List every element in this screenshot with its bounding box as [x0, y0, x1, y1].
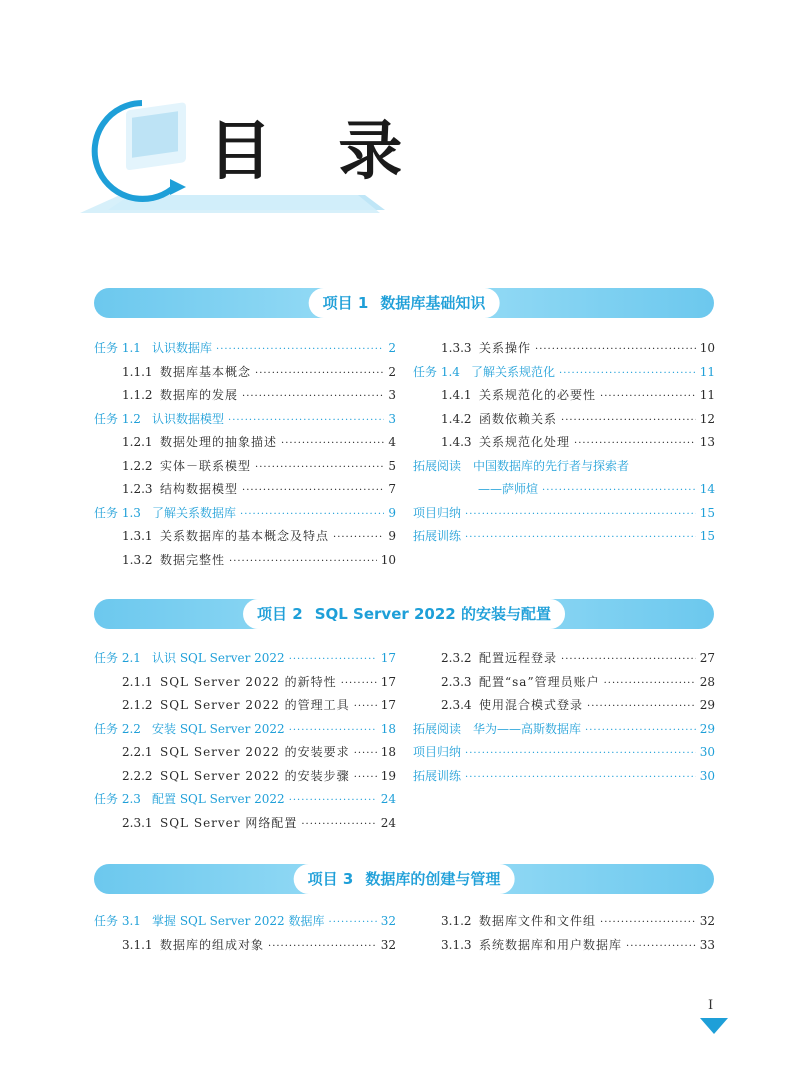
toc-entry-title: ——萨师煊 [478, 482, 539, 496]
toc-entry-number: 任务 2.3 [94, 792, 141, 806]
toc-column [413, 337, 715, 549]
section-banner-1 [94, 288, 714, 318]
dot-leader [289, 789, 377, 813]
toc-entry-number: 1.1.2 [122, 388, 153, 402]
toc-task-entry[interactable] [94, 408, 396, 432]
dot-leader [268, 935, 377, 959]
toc-entry-title: 项目归纳 [413, 745, 462, 759]
dot-leader [289, 648, 377, 672]
toc-entry-number: 1.4.2 [441, 411, 472, 426]
toc-task-entry[interactable] [94, 788, 396, 812]
toc-entry-title: 拓展阅读 中国数据库的先行者与探索者 [413, 458, 630, 473]
toc-entry-title: 数据处理的抽象描述 [160, 435, 278, 449]
toc-entry-page: 12 [699, 411, 715, 426]
toc-entry-title: SQL Server 2022 的安装步骤 [160, 768, 350, 783]
dot-leader [281, 432, 384, 456]
toc-entry-title: SQL Server 2022 的管理工具 [160, 698, 350, 712]
toc-entry-title: 拓展训练 [413, 529, 462, 543]
toc-entry-page: 15 [699, 505, 715, 520]
toc-entry-title: 了解关系数据库 [152, 505, 237, 520]
toc-entry-title: 结构数据模型 [160, 482, 239, 496]
toc-entry-page: 10 [699, 341, 715, 355]
toc-entry-number: 1.1.1 [122, 364, 153, 379]
toc-entry-title: 关系规范化的必要性 [479, 388, 597, 402]
toc-entry[interactable] [413, 502, 715, 526]
section-banner-3 [94, 864, 714, 894]
toc-entry-title: 认识数据模型 [152, 411, 225, 426]
dot-leader [542, 479, 696, 503]
toc-entry-number: 1.3.1 [122, 529, 153, 543]
toc-subsection-entry[interactable] [94, 671, 396, 695]
toc-subsection-entry[interactable] [94, 455, 396, 479]
toc-subsection-entry[interactable] [94, 694, 396, 718]
toc-subsection-entry[interactable] [413, 694, 715, 718]
section-title-2: 项目 2 SQL Server 2022 的安装与配置 [243, 599, 565, 629]
toc-entry-page: 11 [699, 364, 715, 379]
toc-subsection-entry[interactable] [94, 478, 396, 502]
toc-entry[interactable] [413, 765, 715, 789]
toc-entry-number: 2.2.1 [122, 745, 153, 759]
dot-leader [255, 456, 384, 480]
toc-entry-number: 任务 3.1 [94, 914, 141, 928]
toc-entry-title: SQL Server 2022 的新特性 [160, 674, 337, 689]
toc-entry-number: 2.1.2 [122, 698, 153, 712]
toc-entry-number: 2.3.2 [441, 651, 472, 665]
dot-leader [289, 719, 377, 743]
page-title: 目 录 [208, 115, 425, 189]
page-number: I [708, 998, 714, 1013]
toc-entry-title: 项目归纳 [413, 505, 462, 520]
toc-subsection-entry[interactable] [413, 671, 715, 695]
toc-entry-page: 29 [699, 721, 715, 736]
toc-entry-title: 认识数据库 [152, 341, 213, 355]
toc-subsection-entry[interactable] [94, 361, 396, 385]
dot-leader [600, 385, 696, 409]
dot-leader [329, 911, 377, 935]
toc-entry-page: 18 [380, 745, 396, 759]
toc-entry-title: 使用混合模式登录 [479, 698, 584, 712]
toc-entry-number: 1.2.2 [122, 458, 153, 473]
toc-subsection-entry[interactable] [94, 812, 396, 836]
toc-entry-number: 任务 1.3 [94, 505, 141, 520]
toc-entry-page: 30 [699, 768, 715, 783]
toc-entry-number: 1.2.1 [122, 435, 153, 449]
toc-subsection-entry[interactable] [94, 741, 396, 765]
dot-leader [574, 432, 696, 456]
toc-subsection-entry[interactable] [413, 934, 715, 958]
toc-entry-page: 9 [388, 505, 396, 520]
toc-entry-page: 15 [699, 529, 715, 543]
toc-column [413, 910, 715, 957]
toc-entry-page: 5 [388, 458, 396, 473]
dot-leader [341, 672, 377, 696]
dot-leader [354, 695, 377, 719]
toc-entry-title: 数据库文件和文件组 [479, 914, 597, 928]
toc-entry-title: 数据库的发展 [160, 388, 239, 402]
toc-entry-number: 3.1.3 [441, 937, 472, 952]
dot-leader [465, 503, 696, 527]
toc-entry[interactable] [413, 478, 715, 502]
dot-leader [465, 526, 696, 550]
toc-entry-page: 29 [699, 698, 715, 712]
toc-entry-page: 3 [388, 388, 396, 402]
dot-leader [242, 479, 384, 503]
toc-entry-page: 32 [380, 937, 396, 952]
toc-task-entry[interactable] [94, 910, 396, 934]
toc-entry-page: 3 [388, 411, 396, 426]
toc-task-entry[interactable] [413, 361, 715, 385]
toc-entry-page: 24 [380, 815, 396, 830]
toc-task-entry[interactable] [94, 337, 396, 361]
toc-column [413, 647, 715, 788]
toc-entry-title: 系统数据库和用户数据库 [479, 937, 623, 952]
dot-leader [229, 550, 377, 574]
toc-subsection-entry[interactable] [94, 549, 396, 573]
section-title-1: 项目 1 数据库基础知识 [309, 288, 500, 318]
toc-subsection-entry[interactable] [94, 384, 396, 408]
toc-entry-page: 30 [699, 745, 715, 759]
toc-entry-title: 数据库基本概念 [160, 364, 252, 379]
toc-entry-title: 配置远程登录 [479, 651, 558, 665]
toc-entry-title: 拓展训练 [413, 768, 462, 783]
toc-entry-number: 2.3.3 [441, 674, 472, 689]
toc-entry-page: 2 [388, 364, 396, 379]
toc-entry-page: 7 [388, 482, 396, 496]
toc-entry[interactable] [413, 525, 715, 549]
toc-entry-number: 任务 1.1 [94, 341, 141, 355]
toc-entry-number: 2.2.2 [122, 768, 153, 783]
toc-entry-number: 3.1.2 [441, 914, 472, 928]
toc-subsection-entry[interactable] [413, 337, 715, 361]
toc-subsection-entry[interactable] [413, 408, 715, 432]
toc-entry-page: 32 [699, 914, 715, 928]
toc-entry-page: 28 [699, 674, 715, 689]
dot-leader [465, 766, 696, 790]
toc-entry-number: 任务 1.4 [413, 364, 460, 379]
dot-leader [587, 695, 696, 719]
toc-entry-page: 33 [699, 937, 715, 952]
toc-entry-page: 19 [380, 768, 396, 783]
toc-entry-page: 4 [388, 435, 396, 449]
dot-leader [216, 338, 384, 362]
toc-entry-page: 17 [380, 698, 396, 712]
toc-entry-number: 1.3.3 [441, 341, 472, 355]
toc-column [94, 910, 396, 957]
toc-entry-title: 关系操作 [479, 341, 532, 355]
toc-entry-page: 18 [380, 721, 396, 736]
toc-column [94, 337, 396, 572]
toc-entry-number: 2.1.1 [122, 674, 153, 689]
toc-entry-title: 掌握 SQL Server 2022 数据库 [152, 914, 325, 928]
toc-entry-number: 1.4.1 [441, 388, 472, 402]
toc-task-entry[interactable] [94, 718, 396, 742]
toc-entry-page: 10 [380, 552, 396, 567]
toc-subsection-entry[interactable] [94, 431, 396, 455]
toc-entry-title: SQL Server 2022 的安装要求 [160, 745, 350, 759]
dot-leader [561, 648, 696, 672]
dot-leader [333, 526, 384, 550]
toc-entry-page: 17 [380, 674, 396, 689]
dot-leader [255, 362, 384, 386]
toc-entry[interactable] [413, 455, 715, 479]
toc-subsection-entry[interactable] [413, 431, 715, 455]
toc-entry-number: 任务 1.2 [94, 411, 141, 426]
toc-entry-number: 2.3.1 [122, 815, 153, 830]
toc-entry-page: 27 [699, 651, 715, 665]
dot-leader [354, 766, 377, 790]
toc-column [94, 647, 396, 835]
toc-entry-title: 了解关系规范化 [471, 364, 556, 379]
toc-entry-page: 17 [380, 651, 396, 665]
toc-entry-title: 配置“sa”管理员账户 [479, 674, 600, 689]
dot-leader [559, 362, 696, 386]
toc-subsection-entry[interactable] [413, 647, 715, 671]
toc-entry-number: 1.4.3 [441, 435, 472, 449]
toc-entry-number: 3.1.1 [122, 937, 153, 952]
dot-leader [354, 742, 377, 766]
toc-entry[interactable] [413, 718, 715, 742]
dot-leader [585, 719, 696, 743]
toc-entry-number: 1.2.3 [122, 482, 153, 496]
toc-entry-title: 认识 SQL Server 2022 [152, 651, 285, 665]
dot-leader [240, 503, 384, 527]
toc-entry-number: 任务 2.1 [94, 651, 141, 665]
toc-entry-page: 32 [380, 914, 396, 928]
toc-entry-title: 实体－联系模型 [160, 458, 252, 473]
dot-leader [228, 409, 384, 433]
toc-entry-title: 拓展阅读 华为——高斯数据库 [413, 721, 582, 736]
toc-entry-number: 1.3.2 [122, 552, 153, 567]
section-banner-2 [94, 599, 714, 629]
dot-leader [626, 935, 696, 959]
toc-entry-title: 安装 SQL Server 2022 [152, 721, 285, 736]
dot-leader [600, 911, 696, 935]
toc-subsection-entry[interactable] [94, 765, 396, 789]
toc-entry-title: 数据完整性 [160, 552, 226, 567]
page-down-arrow-icon [700, 1018, 728, 1034]
toc-subsection-entry[interactable] [413, 910, 715, 934]
dot-leader [561, 409, 696, 433]
toc-entry-title: SQL Server 网络配置 [160, 815, 298, 830]
toc-entry-title: 关系规范化处理 [479, 435, 571, 449]
toc-entry-page: 9 [388, 529, 396, 543]
toc-entry-title: 配置 SQL Server 2022 [152, 792, 285, 806]
toc-entry-number: 任务 2.2 [94, 721, 141, 736]
toc-entry-page: 24 [380, 792, 396, 806]
toc-entry-page: 14 [699, 482, 715, 496]
toc-entry-page: 11 [699, 388, 715, 402]
dot-leader [465, 742, 696, 766]
toc-entry-page: 13 [699, 435, 715, 449]
toc-entry-page: 2 [388, 341, 396, 355]
dot-leader [535, 338, 696, 362]
toc-subsection-entry[interactable] [94, 525, 396, 549]
section-title-3: 项目 3 数据库的创建与管理 [294, 864, 515, 894]
toc-entry[interactable] [413, 741, 715, 765]
dot-leader [604, 672, 696, 696]
toc-entry-title: 关系数据库的基本概念及特点 [160, 529, 330, 543]
dot-leader [301, 813, 376, 837]
toc-task-entry[interactable] [94, 502, 396, 526]
toc-entry-title: 函数依赖关系 [479, 411, 558, 426]
toc-entry-number: 2.3.4 [441, 698, 472, 712]
toc-task-entry[interactable] [94, 647, 396, 671]
toc-subsection-entry[interactable] [413, 384, 715, 408]
toc-subsection-entry[interactable] [94, 934, 396, 958]
dot-leader [242, 385, 384, 409]
toc-entry-title: 数据库的组成对象 [160, 937, 265, 952]
